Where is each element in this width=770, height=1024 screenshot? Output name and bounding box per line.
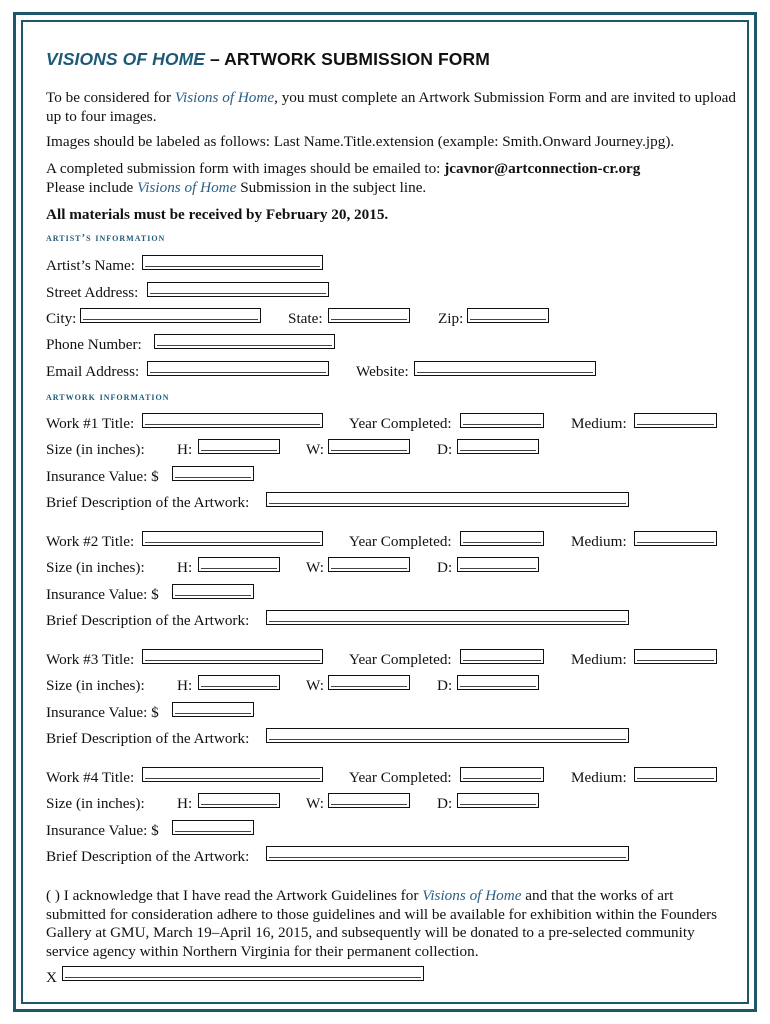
work-2-description-field[interactable]: [266, 610, 629, 625]
form-title-brand: VISIONS OF HOME: [46, 49, 206, 69]
work-4-title-field[interactable]: [142, 767, 323, 782]
work-4-size-label: Size (in inches):: [46, 795, 145, 812]
work-3-width-label: W:: [306, 677, 324, 694]
work-4-medium-field[interactable]: [634, 767, 717, 782]
artist-name-field[interactable]: [142, 255, 323, 270]
work-4-year-label: Year Completed:: [349, 769, 452, 786]
work-1-medium-label: Medium:: [571, 415, 627, 432]
work-3-medium-field[interactable]: [634, 649, 717, 664]
work-3-medium-label: Medium:: [571, 651, 627, 668]
zip-label: Zip:: [438, 310, 464, 327]
work-1-size-label: Size (in inches):: [46, 441, 145, 458]
submission-email: jcavnor@artconnection-cr.org: [444, 160, 641, 177]
intro-text: To be considered for: [46, 89, 175, 106]
work-4-height-field[interactable]: [198, 793, 280, 808]
work-4-insurance-label: Insurance Value: $: [46, 822, 159, 839]
work-3-height-label: H:: [177, 677, 193, 694]
work-2-depth-field[interactable]: [457, 557, 539, 572]
work-4-year-field[interactable]: [460, 767, 544, 782]
work-1-width-label: W:: [306, 441, 324, 458]
work-3-year-field[interactable]: [460, 649, 544, 664]
acknowledgement-brand: Visions of Home: [422, 887, 522, 904]
work-2-width-label: W:: [306, 559, 324, 576]
work-4-width-label: W:: [306, 795, 324, 812]
work-3-depth-field[interactable]: [457, 675, 539, 690]
artist-section-heading: artist’s information: [46, 232, 166, 244]
work-3-insurance-label: Insurance Value: $: [46, 704, 159, 721]
intro-text: A completed submission form with images should be emailed to:: [46, 160, 445, 177]
work-1-width-field[interactable]: [328, 439, 410, 454]
work-4-depth-field[interactable]: [457, 793, 539, 808]
acknowledgement-paragraph: [46, 887, 736, 961]
work-2-size-label: Size (in inches):: [46, 559, 145, 576]
work-1-title-field[interactable]: [142, 413, 323, 428]
phone-number-label: Phone Number:: [46, 336, 142, 353]
work-1-description-label: Brief Description of the Artwork:: [46, 494, 250, 511]
work-3-description-label: Brief Description of the Artwork:: [46, 730, 250, 747]
email-address-label: Email Address:: [46, 363, 140, 380]
acknowledgement-checkbox[interactable]: ( ): [46, 887, 60, 904]
work-1-year-label: Year Completed:: [349, 415, 452, 432]
street-address-field[interactable]: [147, 282, 329, 297]
work-2-depth-label: D:: [437, 559, 453, 576]
work-2-description-label: Brief Description of the Artwork:: [46, 612, 250, 629]
email-address-field[interactable]: [147, 361, 329, 376]
work-3-size-label: Size (in inches):: [46, 677, 145, 694]
work-2-height-label: H:: [177, 559, 193, 576]
work-1-insurance-label: Insurance Value: $: [46, 468, 159, 485]
artist-name-label: Artist’s Name:: [46, 257, 136, 274]
acknowledgement-text: I acknowledge that I have read the Artwork Guidelines for: [59, 887, 423, 904]
work-3-width-field[interactable]: [328, 675, 410, 690]
signature-label: X: [46, 969, 57, 986]
street-address-label: Street Address:: [46, 284, 139, 301]
work-1-title-label: Work #1 Title:: [46, 415, 135, 432]
intro-brand: Visions of Home: [174, 89, 275, 106]
website-field[interactable]: [414, 361, 596, 376]
work-2-insurance-label: Insurance Value: $: [46, 586, 159, 603]
work-4-description-field[interactable]: [266, 846, 629, 861]
work-2-year-label: Year Completed:: [349, 533, 452, 550]
work-4-medium-label: Medium:: [571, 769, 627, 786]
zip-field[interactable]: [467, 308, 549, 323]
acknowledgement-text: and that the works of art submitted for consideration adhere to those guidelines and will be available for exhibition within the Founders Gallery at GMU, March 19–April 16, 2015, and subsequently will be donated to a pre-selected community service agency within Northern Virginia for their permanent collection.: [46, 887, 718, 960]
form-title: [46, 49, 490, 70]
work-2-year-field[interactable]: [460, 531, 544, 546]
intro-paragraph-3: [46, 159, 736, 197]
work-2-width-field[interactable]: [328, 557, 410, 572]
work-2-insurance-field[interactable]: [172, 584, 254, 599]
work-1-insurance-field[interactable]: [172, 466, 254, 481]
deadline-notice: All materials must be received by February 20, 2015.: [46, 206, 389, 223]
work-3-year-label: Year Completed:: [349, 651, 452, 668]
work-1-year-field[interactable]: [460, 413, 544, 428]
form-title-rest: – ARTWORK SUBMISSION FORM: [205, 49, 490, 69]
phone-number-field[interactable]: [154, 334, 335, 349]
work-1-depth-field[interactable]: [457, 439, 539, 454]
work-1-description-field[interactable]: [266, 492, 629, 507]
work-3-title-label: Work #3 Title:: [46, 651, 135, 668]
state-field[interactable]: [328, 308, 410, 323]
work-1-depth-label: D:: [437, 441, 453, 458]
city-label: City:: [46, 310, 77, 327]
work-2-medium-field[interactable]: [634, 531, 717, 546]
work-2-height-field[interactable]: [198, 557, 280, 572]
intro-brand: Visions of Home: [137, 179, 237, 196]
work-4-insurance-field[interactable]: [172, 820, 254, 835]
work-4-width-field[interactable]: [328, 793, 410, 808]
work-4-height-label: H:: [177, 795, 193, 812]
work-3-height-field[interactable]: [198, 675, 280, 690]
work-1-height-label: H:: [177, 441, 193, 458]
work-4-description-label: Brief Description of the Artwork:: [46, 848, 250, 865]
work-4-depth-label: D:: [437, 795, 453, 812]
work-2-title-label: Work #2 Title:: [46, 533, 135, 550]
work-2-medium-label: Medium:: [571, 533, 627, 550]
work-1-height-field[interactable]: [198, 439, 280, 454]
work-1-medium-field[interactable]: [634, 413, 717, 428]
work-3-description-field[interactable]: [266, 728, 629, 743]
intro-paragraph-2: Images should be labeled as follows: Last Name.Title.extension (example: Smith.Onward Journey.jpg).: [46, 133, 675, 150]
state-label: State:: [288, 310, 323, 327]
work-3-depth-label: D:: [437, 677, 453, 694]
artwork-section-heading: artwork information: [46, 391, 170, 403]
city-field[interactable]: [80, 308, 261, 323]
website-label: Website:: [356, 363, 409, 380]
work-3-insurance-field[interactable]: [172, 702, 254, 717]
work-2-title-field[interactable]: [142, 531, 323, 546]
work-4-title-label: Work #4 Title:: [46, 769, 135, 786]
intro-text: Submission in the subject line.: [236, 179, 427, 196]
intro-paragraph-1: [46, 88, 736, 126]
work-3-title-field[interactable]: [142, 649, 323, 664]
intro-text: , you must complete an Artwork Submission Form and are invited to upload up to four images.: [46, 89, 737, 125]
signature-field[interactable]: [62, 966, 424, 981]
intro-text: Please include: [46, 179, 138, 196]
